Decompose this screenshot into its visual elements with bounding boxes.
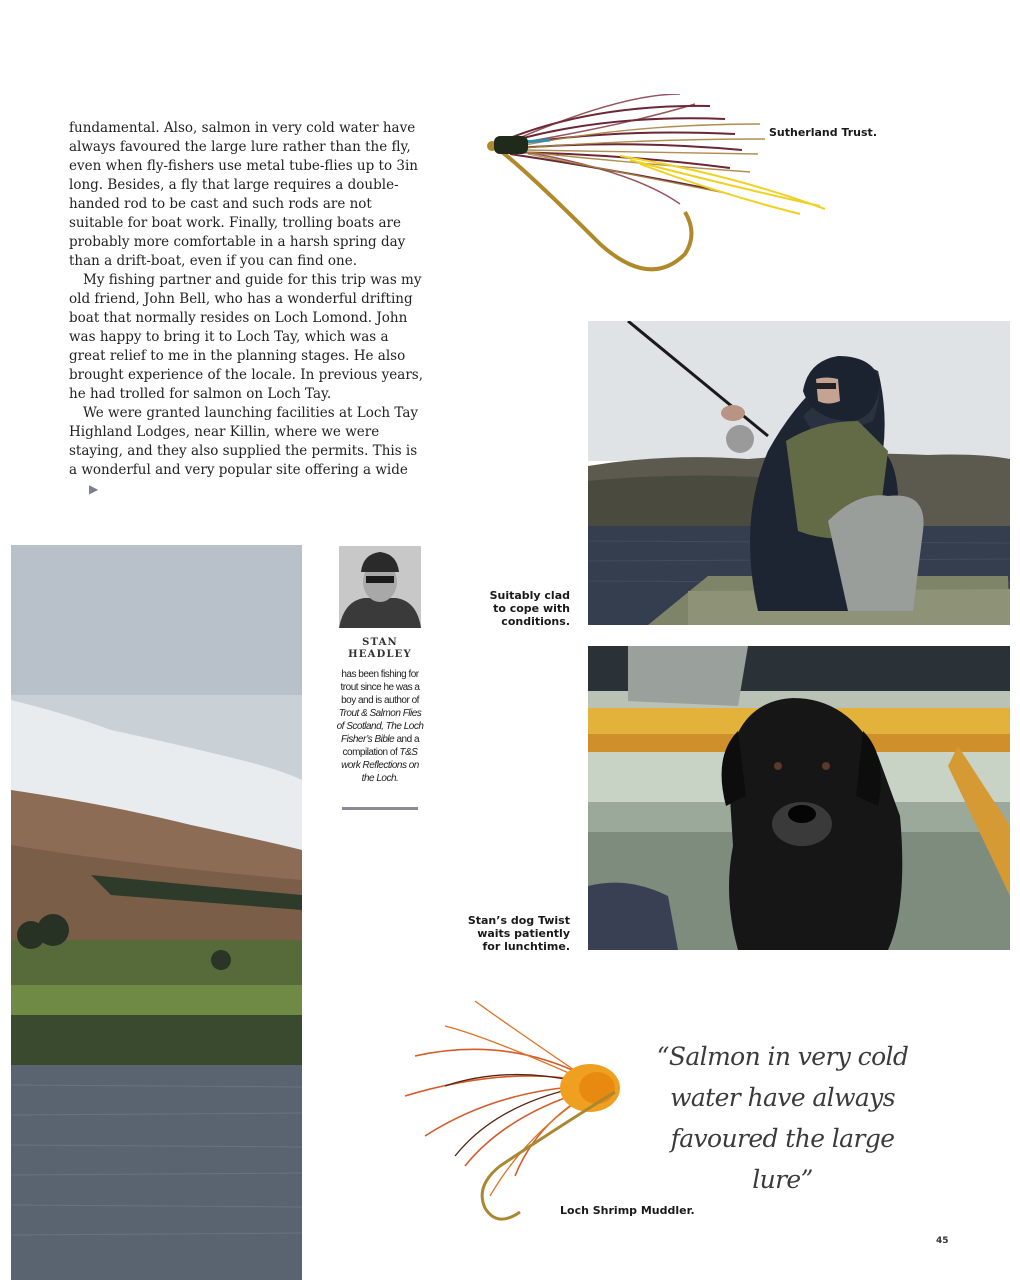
fly-caption-loch-shrimp-muddler: Loch Shrimp Muddler. xyxy=(560,1204,695,1217)
dog-caption xyxy=(450,914,570,953)
author-name-line: STAN xyxy=(362,637,398,648)
caption-line: conditions. xyxy=(501,615,570,628)
bio-text: and a compilation of xyxy=(342,734,420,758)
angler-photo xyxy=(588,321,1010,625)
pull-quote-line: water have always xyxy=(670,1083,895,1112)
caption-line: to cope with xyxy=(493,602,570,615)
fly-photo-sutherland-trust xyxy=(480,94,840,284)
article-paragraph: fundamental. Also, salmon in very cold water have always favoured the large lure rather than the fly, even when fly-fishers use metal tube-flies up to 3in long. Besides, a fly that large requires a double-handed rod to be cast and such rods are not suitable for boat work. Finally, trolling boats are probably more comfortable in a harsh spring day than a drift-boat, even if you can find one. xyxy=(69,120,418,269)
author-bio-divider xyxy=(342,807,418,810)
pull-quote-line: “Salmon in very cold xyxy=(656,1042,909,1071)
continue-arrow-icon: ▶ xyxy=(89,482,99,496)
caption-line: Suitably clad xyxy=(489,589,570,602)
article-body xyxy=(69,119,429,499)
loch-landscape-photo xyxy=(11,545,302,1280)
bio-text: has been fishing for trout since he was a boy and is author of xyxy=(340,669,420,706)
page-number: 45 xyxy=(936,1236,949,1246)
author-bio-text xyxy=(336,668,424,785)
article-paragraph xyxy=(69,404,429,499)
dog-photo xyxy=(588,646,1010,950)
article-paragraph-text: We were granted launching facilities at Loch Tay Highland Lodges, near Killin, where we were staying, and they also supplied the permits. This is a wonderful and very popular site offering a wide xyxy=(69,405,419,478)
fly-caption-sutherland-trust: Sutherland Trust. xyxy=(769,126,877,139)
bio-book-title: Trout & Salmon Flies of Scotland, The Loch Fisher’s Bible xyxy=(336,708,424,745)
caption-line: Stan’s dog Twist xyxy=(467,914,570,927)
pull-quote xyxy=(640,1036,925,1200)
caption-line: waits patiently xyxy=(477,927,570,940)
article-paragraph: My fishing partner and guide for this trip was my old friend, John Bell, who has a wonderful drifting boat that normally resides on Loch Lomond. John was happy to bring it to Loch Tay, which was a great relief to me in the planning stages. He also brought experience of the locale. In previous years, he had trolled for salmon on Loch Tay. xyxy=(69,272,423,402)
bio-book-title: T&S work Reflections on the Loch. xyxy=(341,747,419,784)
author-name-line: HEADLEY xyxy=(348,649,412,660)
author-photo xyxy=(339,546,421,628)
pull-quote-line: favoured the large lure” xyxy=(670,1124,895,1194)
author-name xyxy=(332,637,428,661)
caption-line: for lunchtime. xyxy=(482,940,570,953)
angler-caption xyxy=(470,589,570,628)
